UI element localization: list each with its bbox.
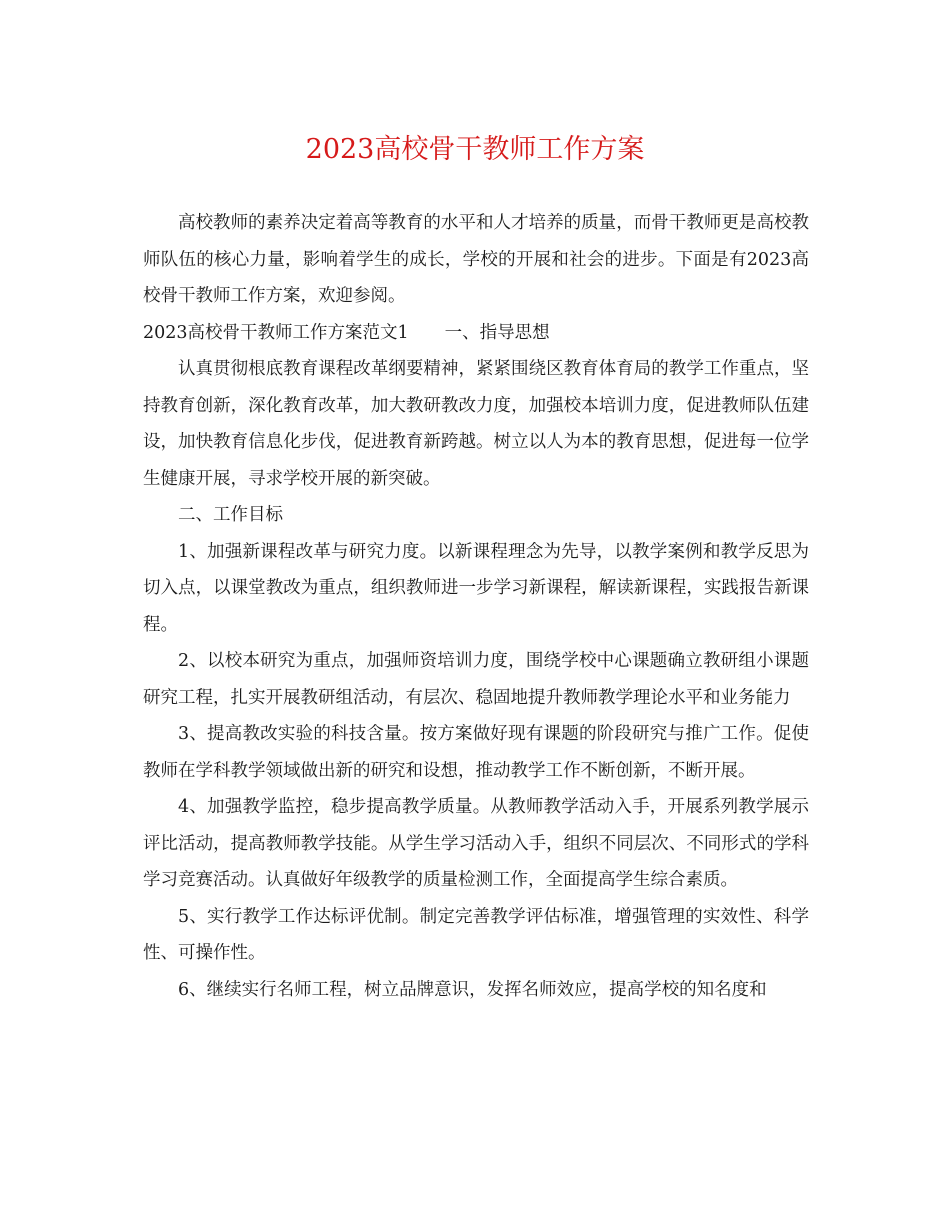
paragraph-goal-6: 6、继续实行名师工程，树立品牌意识，发挥名师效应，提高学校的知名度和 [178,979,767,1000]
sample-title: 2023高校骨干教师工作方案范文1 [143,322,409,343]
paragraph-goal-2: 2、以校本研究为重点，加强师资培训力度，围绕学校中心课题确立教研组小课题研究工程，扎实开展教研组活动，有层次、稳固地提升教师教学理论水平和业务能力 [143,651,809,708]
paragraph-guiding-thought: 认真贯彻根底教育课程改革纲要精神，紧紧围绕区教育体育局的教学工作重点，坚持教育创新，深化教育改革，加大教研教改力度，加强校本培训力度，促进教师队伍建设，加快教育信息化步伐，促进教育新跨越。树立以人为本的教育思想，促进每一位学生健康开展，寻求学校开展的新突破。 [143,359,809,489]
section-heading-line [143,315,809,352]
document-body [143,205,809,1008]
paragraph-goal-5: 5、实行教学工作达标评优制。制定完善教学评估标准，增强管理的实效性、科学性、可操作性。 [143,906,809,963]
paragraph-goal-1: 1、加强新课程改革与研究力度。以新课程理念为先导，以教学案例和教学反思为切入点，以课堂教改为重点，组织教师进一步学习新课程，解读新课程，实践报告新课程。 [143,541,809,635]
document-title: 2023高校骨干教师工作方案 [305,134,645,165]
section-heading-guiding-thought: 一、指导思想 [444,322,550,343]
paragraph-goal-4: 4、加强教学监控，稳步提高教学质量。从教师教学活动入手，开展系列教学展示评比活动，提高教师教学技能。从学生学习活动入手，组织不同层次、不同形式的学科学习竞赛活动。认真做好年级教学的质量检测工作，全面提高学生综合素质。 [143,797,809,890]
section-heading-work-goals: 二、工作目标 [178,505,283,525]
intro-paragraph: 高校教师的素养决定着高等教育的水平和人才培养的质量，而骨干教师更是高校教师队伍的核心力量，影响着学生的成长，学校的开展和社会的进步。下面是有2023高校骨干教师工作方案，欢迎参阅。 [143,213,809,306]
paragraph-goal-3: 3、提高教改实验的科技含量。按方案做好现有课题的阶段研究与推广工作。促使教师在学科教学领域做出新的研究和设想，推动教学工作不断创新，不断开展。 [143,724,809,781]
